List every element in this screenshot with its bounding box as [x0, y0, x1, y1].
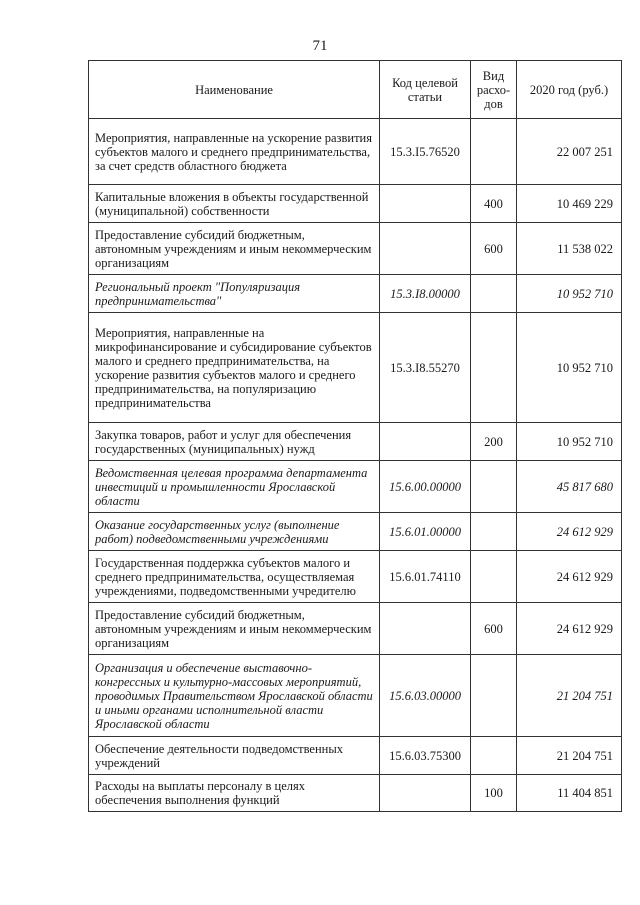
row-kind	[471, 655, 517, 737]
table-row	[89, 313, 622, 423]
row-name: Оказание государственных услуг (выполнение работ) подведомственными учреждениями	[89, 513, 380, 551]
table-header-row	[89, 61, 622, 119]
row-code: 15.3.I8.55270	[380, 313, 471, 423]
row-kind	[471, 119, 517, 185]
table-row	[89, 737, 622, 775]
row-kind	[471, 313, 517, 423]
row-sum: 24 612 929	[517, 513, 622, 551]
table-row	[89, 513, 622, 551]
table-row	[89, 603, 622, 655]
row-sum: 21 204 751	[517, 655, 622, 737]
header-name: Наименование	[89, 61, 380, 119]
page-number: 71	[312, 38, 328, 54]
row-kind	[471, 551, 517, 603]
header-sum: 2020 год (руб.)	[517, 61, 622, 119]
row-sum: 24 612 929	[517, 603, 622, 655]
table-row	[89, 775, 622, 812]
row-name: Предоставление субсидий бюджетным, автономным учреждениям и иным некоммерческим организациям	[89, 603, 380, 655]
row-kind: 200	[471, 423, 517, 461]
row-name: Закупка товаров, работ и услуг для обеспечения государственных (муниципальных) нужд	[89, 423, 380, 461]
row-code: 15.6.01.74110	[380, 551, 471, 603]
table-row	[89, 223, 622, 275]
row-kind	[471, 513, 517, 551]
row-name: Региональный проект "Популяризация предпринимательства"	[89, 275, 380, 313]
row-kind: 400	[471, 185, 517, 223]
row-sum: 11 404 851	[517, 775, 622, 812]
row-name: Ведомственная целевая программа департамента инвестиций и промышленности Ярославской области	[89, 461, 380, 513]
row-code: 15.3.I5.76520	[380, 119, 471, 185]
row-code: 15.6.00.00000	[380, 461, 471, 513]
row-kind	[471, 461, 517, 513]
row-code	[380, 775, 471, 812]
header-kind: Вид расхо-дов	[471, 61, 517, 119]
table-row	[89, 655, 622, 737]
row-sum: 11 538 022	[517, 223, 622, 275]
row-sum: 10 952 710	[517, 423, 622, 461]
row-sum: 10 952 710	[517, 313, 622, 423]
budget-table	[88, 60, 622, 812]
row-sum: 24 612 929	[517, 551, 622, 603]
row-kind	[471, 737, 517, 775]
row-name: Организация и обеспечение выставочно-конгрессных и культурно-массовых мероприятий, проводимых Правительством Ярославской области и иными органами исполнительной власти Ярославской области	[89, 655, 380, 737]
row-code: 15.6.01.00000	[380, 513, 471, 551]
row-sum: 10 952 710	[517, 275, 622, 313]
row-kind	[471, 275, 517, 313]
row-code: 15.6.03.00000	[380, 655, 471, 737]
row-sum: 10 469 229	[517, 185, 622, 223]
row-code	[380, 423, 471, 461]
row-code	[380, 223, 471, 275]
row-kind: 600	[471, 603, 517, 655]
row-name: Капитальные вложения в объекты государственной (муниципальной) собственности	[89, 185, 380, 223]
table-row	[89, 461, 622, 513]
row-name: Мероприятия, направленные на микрофинансирование и субсидирование субъектов малого и среднего предпринимательства, на ускорение развития субъектов малого и среднего предпринимательства, на популяризацию предпринимательства	[89, 313, 380, 423]
row-sum: 45 817 680	[517, 461, 622, 513]
row-code	[380, 185, 471, 223]
row-code	[380, 603, 471, 655]
row-code: 15.6.03.75300	[380, 737, 471, 775]
row-kind: 600	[471, 223, 517, 275]
row-name: Расходы на выплаты персоналу в целях обеспечения выполнения функций	[89, 775, 380, 812]
table-row	[89, 185, 622, 223]
table-row	[89, 423, 622, 461]
row-code: 15.3.I8.00000	[380, 275, 471, 313]
row-name: Обеспечение деятельности подведомственных учреждений	[89, 737, 380, 775]
row-sum: 22 007 251	[517, 119, 622, 185]
row-kind: 100	[471, 775, 517, 812]
table-row	[89, 275, 622, 313]
table-row	[89, 119, 622, 185]
row-name: Предоставление субсидий бюджетным, автономным учреждениям и иным некоммерческим организациям	[89, 223, 380, 275]
row-sum: 21 204 751	[517, 737, 622, 775]
header-code: Код целевой статьи	[380, 61, 471, 119]
table-row	[89, 551, 622, 603]
row-name: Государственная поддержка субъектов малого и среднего предпринимательства, осуществляемая учреждениями, подведомственными учредителю	[89, 551, 380, 603]
row-name: Мероприятия, направленные на ускорение развития субъектов малого и среднего предпринимательства, за счет средств областного бюджета	[89, 119, 380, 185]
